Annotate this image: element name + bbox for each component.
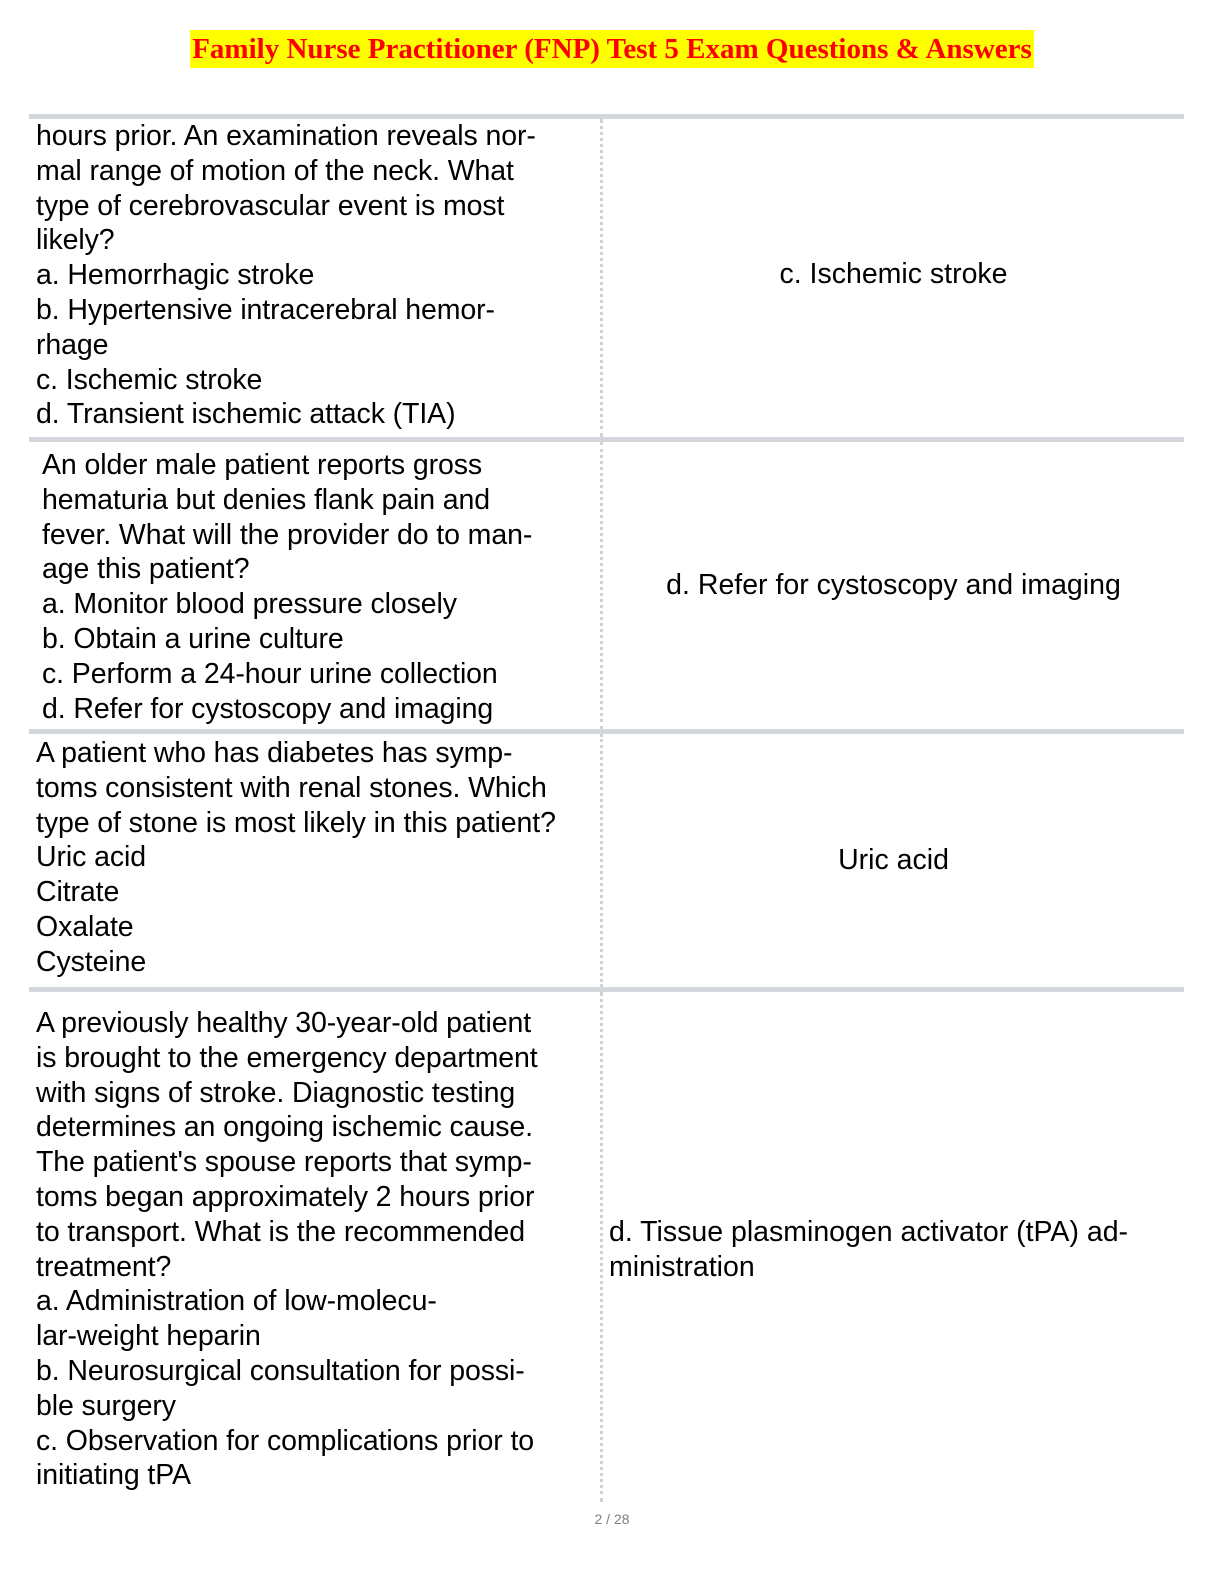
question-line: initiating tPA: [36, 1459, 191, 1492]
page-indicator: 2 / 28: [594, 1511, 630, 1527]
question-line: toms consistent with renal stones. Which: [36, 771, 547, 804]
question-line: hematuria but denies flank pain and: [42, 483, 491, 516]
question-cell: [29, 442, 603, 729]
answer-line: ministration: [609, 1250, 755, 1283]
question-line: c. Ischemic stroke: [36, 363, 263, 396]
question-line: a. Administration of low-molecu-: [36, 1285, 437, 1318]
question-line: d. Transient ischemic attack (TIA): [36, 398, 456, 431]
question-line: b. Hypertensive intracerebral hemor-: [36, 293, 495, 326]
question-line: Citrate: [36, 876, 120, 909]
question-line: type of stone is most likely in this patient?: [36, 806, 556, 839]
answer-cell: [603, 119, 1184, 437]
question-line: Oxalate: [36, 910, 134, 943]
question-line: mal range of motion of the neck. What: [36, 154, 514, 187]
qa-row: [29, 729, 1184, 987]
question-line: rhage: [36, 328, 109, 361]
question-line: The patient's spouse reports that symp-: [36, 1146, 532, 1179]
question-line: a. Hemorrhagic stroke: [36, 259, 315, 292]
qa-row: [29, 437, 1184, 729]
answer-text: Uric acid: [838, 844, 949, 877]
answer-text: c. Ischemic stroke: [779, 257, 1008, 290]
answer-text: [609, 1215, 1128, 1285]
answer-cell: [603, 442, 1184, 729]
question-line: with signs of stroke. Diagnostic testing: [36, 1076, 516, 1109]
question-line: b. Obtain a urine culture: [42, 622, 344, 655]
question-cell: [29, 119, 603, 437]
question-line: treatment?: [36, 1250, 172, 1283]
question-line: c. Perform a 24-hour urine collection: [42, 657, 498, 690]
question-line: lar-weight heparin: [36, 1320, 261, 1353]
qa-table: [29, 114, 1184, 1502]
question-line: A patient who has diabetes has symp-: [36, 737, 513, 769]
qa-row: [29, 114, 1184, 437]
question-line: to transport. What is the recommended: [36, 1215, 525, 1248]
answer-cell: [603, 734, 1184, 987]
question-line: c. Observation for complications prior to: [36, 1424, 535, 1457]
qa-row: [29, 987, 1184, 1502]
question-line: Uric acid: [36, 841, 146, 874]
question-line: type of cerebrovascular event is most: [36, 189, 505, 222]
question-line: is brought to the emergency department: [36, 1041, 538, 1074]
question-line: determines an ongoing ischemic cause.: [36, 1111, 533, 1144]
question-line: likely?: [36, 224, 115, 257]
question-line: b. Neurosurgical consultation for possi-: [36, 1354, 525, 1387]
question-line: toms began approximately 2 hours prior: [36, 1180, 535, 1213]
document-title: Family Nurse Practitioner (FNP) Test 5 Exam Questions & Answers: [190, 30, 1034, 68]
question-line: d. Refer for cystoscopy and imaging: [42, 692, 494, 725]
page-header: [0, 30, 1224, 68]
answer-line: d. Tissue plasminogen activator (tPA) ad-: [609, 1216, 1129, 1248]
question-line: A previously healthy 30-year-old patient: [36, 1007, 532, 1039]
question-cell: [29, 992, 603, 1502]
answer-cell: [603, 992, 1184, 1502]
question-line: a. Monitor blood pressure closely: [42, 588, 457, 621]
question-line: ble surgery: [36, 1389, 176, 1422]
question-line: fever. What will the provider do to man-: [42, 518, 533, 551]
question-line: Cysteine: [36, 945, 147, 978]
answer-text: d. Refer for cystoscopy and imaging: [666, 569, 1121, 602]
question-line: An older male patient reports gross: [42, 449, 483, 481]
question-line: age this patient?: [42, 553, 250, 586]
question-line: hours prior. An examination reveals nor-: [36, 120, 536, 152]
question-cell: [29, 734, 603, 987]
